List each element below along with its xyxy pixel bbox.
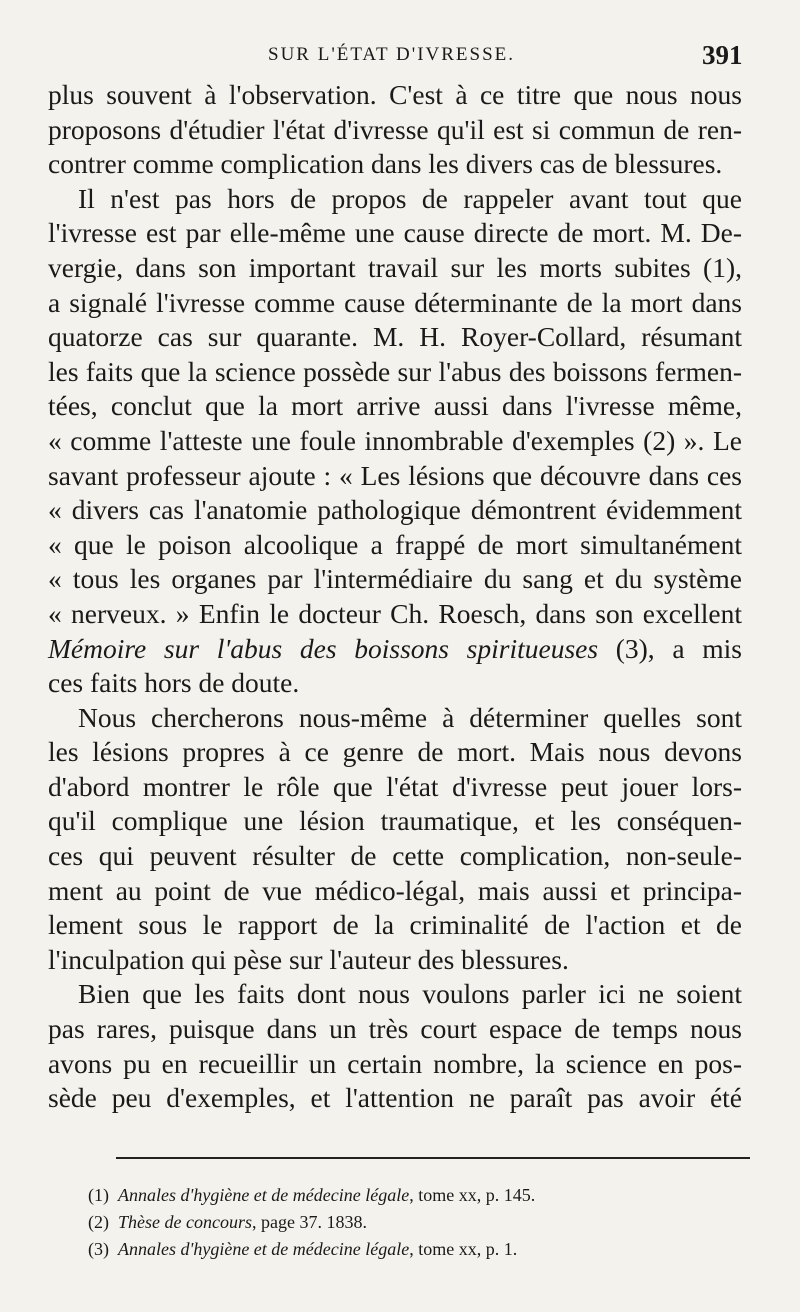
- text-line: l'ivresse est par elle-même une cause directe de mort. M. De-: [48, 217, 742, 249]
- text-line: avons pu en recueillir un certain nombre, la science en pos-: [48, 1047, 742, 1079]
- text-line: l'inculpation qui pèse sur l'auteur des blessures.: [48, 943, 569, 975]
- footnote-number: (1): [88, 1185, 109, 1205]
- text-line: lement sous le rapport de la criminalité de l'action et de: [48, 909, 742, 941]
- text-line: les lésions propres à ce genre de mort. Mais nous devons: [48, 736, 742, 768]
- text-line: a signalé l'ivresse comme cause déterminante de la mort dans: [48, 286, 742, 318]
- text-line: ces faits hors de doute.: [48, 667, 300, 699]
- text-line: savant professeur ajoute : « Les lésions que découvre dans ces: [48, 459, 742, 491]
- text-line-memoire: [48, 632, 742, 667]
- running-title: SUR L'ÉTAT D'IVRESSE.: [268, 44, 516, 65]
- footnote-title: Thèse de concours: [118, 1212, 252, 1232]
- text-line: « tous les organes par l'intermédiaire du sang et du système: [48, 563, 742, 595]
- text-line: qu'il complique une lésion traumatique, et les conséquen-: [48, 805, 742, 837]
- running-head: [0, 40, 800, 78]
- text-line: d'abord montrer le rôle que l'état d'ivresse peut jouer lors-: [48, 770, 742, 802]
- footnote-number: (3): [88, 1239, 109, 1259]
- text-line: les faits que la science possède sur l'abus des boissons fermen-: [48, 355, 742, 387]
- body-text: [48, 78, 742, 1116]
- text-line: vergie, dans son important travail sur les morts subites (1),: [48, 251, 742, 283]
- footnote-1: [88, 1182, 738, 1209]
- text-line: Nous chercherons nous-même à déterminer quelles sont: [78, 701, 742, 733]
- footnote-rest: , tome xx, p. 1.: [409, 1239, 518, 1259]
- text-line: proposons d'étudier l'état d'ivresse qu'il est si commun de ren-: [48, 113, 742, 145]
- page-number: 391: [702, 40, 743, 70]
- footnote-rest: , tome xx, p. 145.: [409, 1185, 536, 1205]
- footnote-rest: , page 37. 1838.: [251, 1212, 367, 1232]
- text-line: ment au point de vue médico-légal, mais aussi et principa-: [48, 874, 742, 906]
- footnote-title: Annales d'hygiène et de médecine légale: [118, 1239, 410, 1259]
- text-line: plus souvent à l'observation. C'est à ce titre que nous nous: [48, 79, 742, 110]
- footnote-rule: [116, 1157, 750, 1159]
- text-line: contrer comme complication dans les divers cas de blessures.: [48, 148, 723, 180]
- text-line: Bien que les faits dont nous voulons parler ici ne soient: [78, 978, 742, 1010]
- footnote-number: (2): [88, 1212, 109, 1232]
- memoire-title: Mémoire sur l'abus des boissons spiritueuses: [48, 632, 599, 664]
- footnote-2: [88, 1209, 738, 1236]
- text-line: « divers cas l'anatomie pathologique démontrent évidemment: [48, 494, 742, 526]
- footnote-title: Annales d'hygiène et de médecine légale: [118, 1185, 410, 1205]
- memoire-rest: (3), a mis: [598, 632, 742, 664]
- text-line: tées, conclut que la mort arrive aussi dans l'ivresse même,: [48, 390, 742, 422]
- text-line: quatorze cas sur quarante. M. H. Royer-Collard, résumant: [48, 321, 742, 353]
- text-line: « comme l'atteste une foule innombrable d'exemples (2) ». Le: [48, 424, 742, 456]
- text-line: Il n'est pas hors de propos de rappeler avant tout que: [78, 182, 742, 214]
- text-line: « que le poison alcoolique a frappé de mort simultanément: [48, 528, 742, 560]
- footnote-3: [88, 1236, 738, 1263]
- text-line: ces qui peuvent résulter de cette complication, non-seule-: [48, 840, 742, 872]
- text-line: « nerveux. » Enfin le docteur Ch. Roesch, dans son excellent: [48, 597, 742, 629]
- text-line: sède peu d'exemples, et l'attention ne paraît pas avoir été: [48, 1082, 742, 1114]
- footnotes: [88, 1182, 738, 1263]
- text-line: pas rares, puisque dans un très court espace de temps nous: [48, 1013, 742, 1045]
